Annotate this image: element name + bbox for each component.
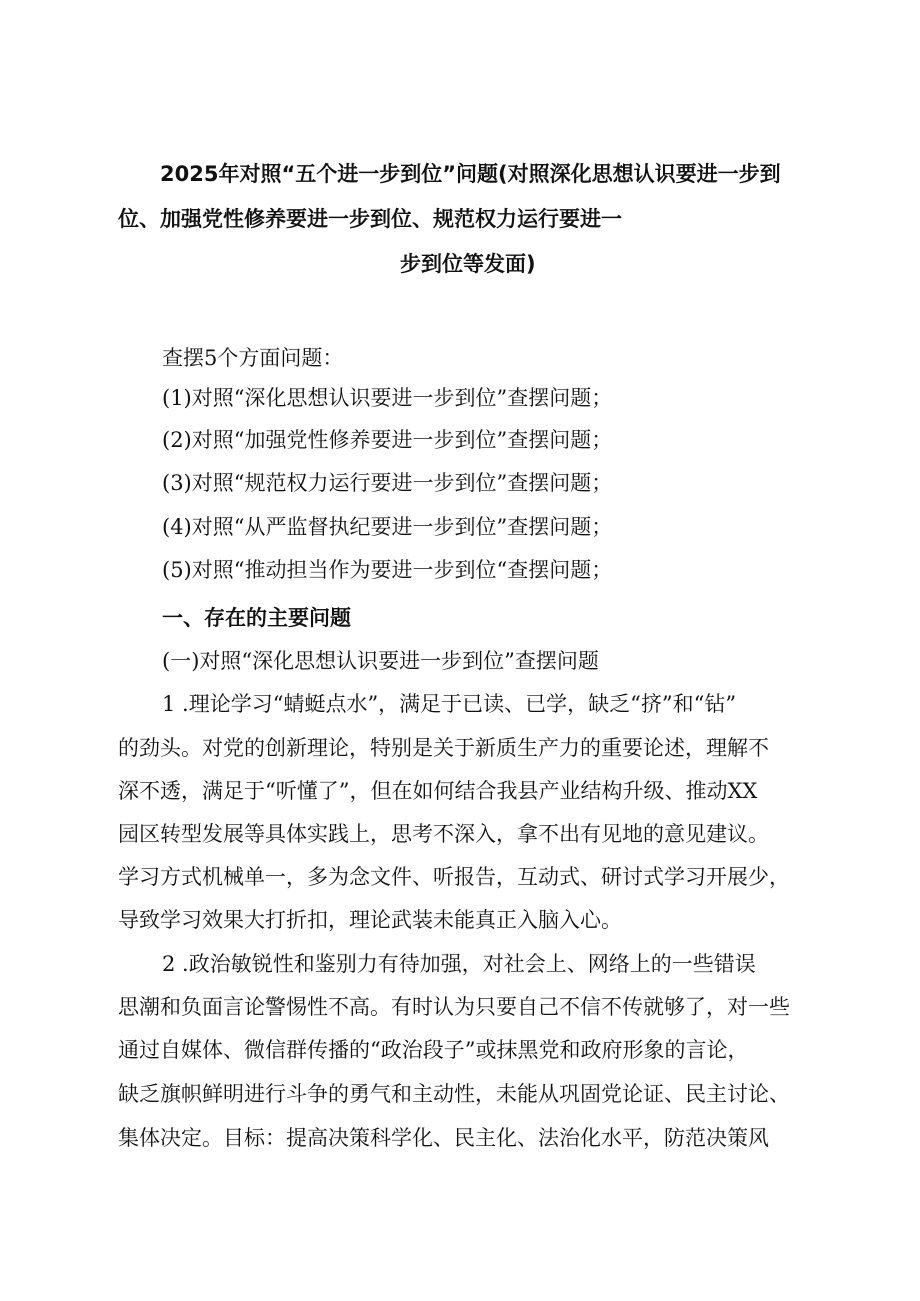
document-title-line-2: 位、加强党性修养要进一步到位、规范权力运行要进一 xyxy=(118,207,622,231)
list-item: (5)对照“推动担当作为要进一步到位“查摆问题； xyxy=(162,558,613,582)
paragraph-1-line: 深不透，满足于“听懂了”，但在如何结合我县产业结构升级、推动XX xyxy=(118,779,758,803)
document-title-line-1: 2025年对照“五个进一步到位”问题(对照深化思想认识要进一步到 xyxy=(160,162,781,186)
paragraph-2-line: 2 .政治敏锐性和鉴别力有待加强，对社会上、网络上的一些错误 xyxy=(162,952,756,976)
document-title-line-3: 步到位等发面) xyxy=(400,252,536,276)
paragraph-1-line: 导致学习效果大打折扣，理论武装未能真正入脑入心。 xyxy=(118,908,622,932)
list-item: (2)对照“加强党性修养要进一步到位”查摆问题； xyxy=(162,428,613,452)
subsection-heading: (一)对照“深化思想认识要进一步到位”查摆问题 xyxy=(162,649,599,673)
paragraph-2-line: 通过自媒体、微信群传播的“政治段子”或抹黑党和政府形象的言论， xyxy=(118,1038,749,1062)
paragraph-2-line: 缺乏旗帜鲜明进行斗争的勇气和主动性，未能从巩固党论证、民主讨论、 xyxy=(118,1082,790,1106)
paragraph-1-line: 1 .理论学习“蜻蜓点水”，满足于已读、已学，缺乏“挤”和“钻” xyxy=(162,692,737,716)
paragraph-1-line: 的劲头。对党的创新理论，特别是关于新质生产力的重要论述，理解不 xyxy=(118,736,769,760)
paragraph-1-line: 学习方式机械单一，多为念文件、听报告，互动式、研讨式学习开展少， xyxy=(118,865,790,889)
list-item: (1)对照“深化思想认识要进一步到位”查摆问题； xyxy=(162,386,613,410)
intro-text: 查摆5个方面问题： xyxy=(162,346,344,370)
paragraph-2-line: 思潮和负面言论警惕性不高。有时认为只要自己不信不传就够了，对一些 xyxy=(118,995,790,1019)
paragraph-2-line: 集体决定。目标：提高决策科学化、民主化、法治化水平，防范决策风 xyxy=(118,1126,769,1150)
paragraph-1-line: 园区转型发展等具体实践上，思考不深入，拿不出有见地的意见建议。 xyxy=(118,822,769,846)
list-item: (3)对照“规范权力运行要进一步到位”查摆问题； xyxy=(162,471,613,495)
list-item: (4)对照“从严监督执纪要进一步到位”查摆问题； xyxy=(162,515,613,539)
section-heading: 一、存在的主要问题 xyxy=(162,606,351,630)
